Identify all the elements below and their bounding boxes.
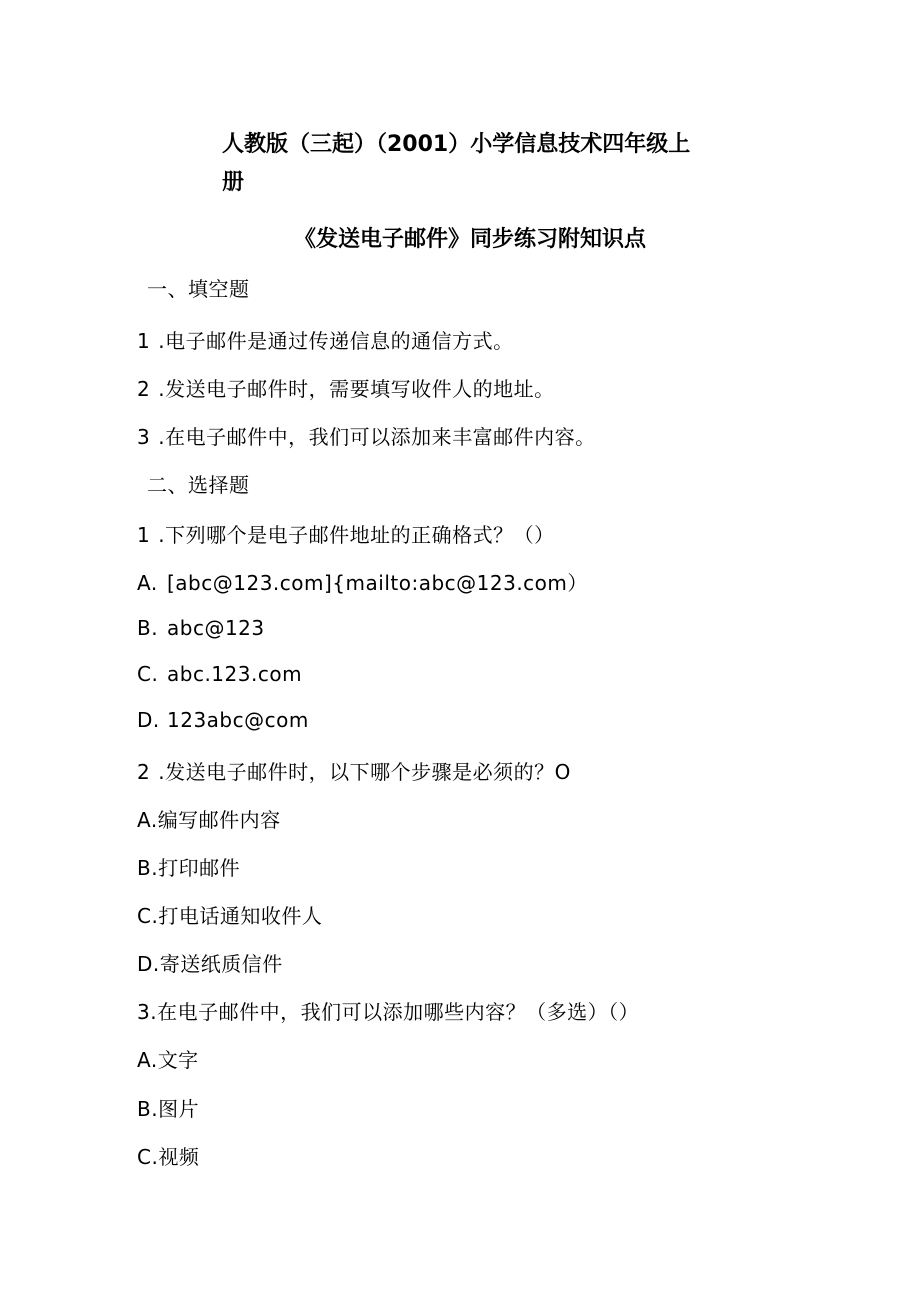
option-letter: C. [137,662,159,686]
question-number: 2 [137,377,151,401]
q3-option-c: C.视频 [137,1145,200,1169]
q1-option-b [137,616,265,640]
q2-option-a: A.编写邮件内容 [137,808,281,832]
document-subtitle: 《发送电子邮件》同步练习附知识点 [293,227,646,252]
q2-option-d: D.寄送纸质信件 [137,952,283,976]
question-text: .发送电子邮件时，需要填写收件人的地址。 [158,377,555,401]
question-number: 1 [137,523,151,547]
question-number: 3 [137,425,151,449]
fill-question-3 [137,421,596,450]
section-heading-choice: 二、选择题 [147,473,250,497]
section-heading-fill: 一、填空题 [147,277,250,301]
q3-option-b: B.图片 [137,1097,200,1121]
fill-question-1 [137,325,514,354]
option-letter: A. [137,571,158,595]
option-letter: B. [137,616,159,640]
question-text: .电子邮件是通过传递信息的通信方式。 [158,329,514,353]
option-text: abc@123 [167,616,265,640]
question-text: .下列哪个是电子邮件地址的正确格式？（） [158,523,555,547]
fill-question-2 [137,373,555,402]
question-text: .发送电子邮件时，以下哪个步骤是必须的？O [158,760,571,784]
question-number: 1 [137,329,151,353]
choice-question-2 [137,756,571,785]
q2-option-c: C.打电话通知收件人 [137,904,323,928]
q2-option-b: B.打印邮件 [137,856,241,880]
question-number: 2 [137,760,151,784]
option-letter: D. [137,708,160,732]
option-text: 123abc@com [167,708,309,732]
question-text: .在电子邮件中，我们可以添加来丰富邮件内容。 [158,425,596,449]
document-title-line-2: 册 [222,170,245,195]
q1-option-c [137,662,302,686]
choice-question-1 [137,519,555,548]
q3-option-a: A.文字 [137,1048,199,1072]
document-title-line-1: 人教版（三起）（2001）小学信息技术四年级上 [222,132,691,157]
q1-option-d [137,708,309,732]
option-text: abc.123.com [167,662,303,686]
option-text: [abc@123.com]{mailto:abc@123.com） [167,571,588,595]
choice-question-3: 3.在电子邮件中，我们可以添加哪些内容？（多选）（） [137,1000,640,1024]
q1-option-a [137,567,588,596]
